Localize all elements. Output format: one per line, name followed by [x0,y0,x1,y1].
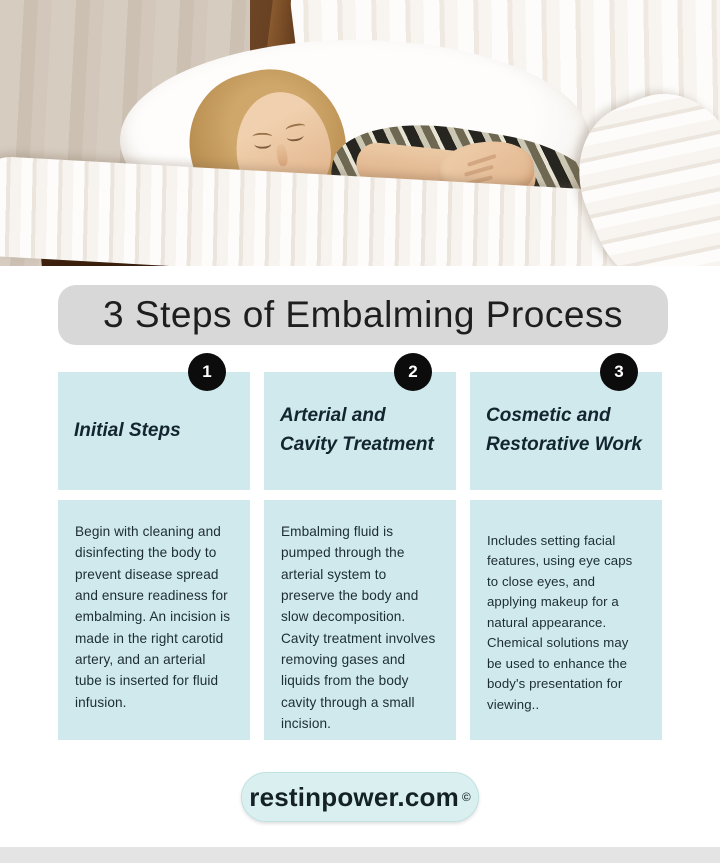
brand-pill[interactable] [241,772,479,822]
copyright-icon: © [461,790,471,804]
step-1-number-badge: 1 [188,353,226,391]
step-3-number-badge: 3 [600,353,638,391]
step-2-body-box [264,500,456,740]
step-2-heading-box [264,372,456,490]
step-1-description: Begin with cleaning and disinfecting the body to prevent disease spread and ensure readiness for embalming. An incision is made in the right carotid artery, and an arterial tube is inserted for fluid infusion. [75,524,231,710]
closed-eye-right [286,130,304,142]
step-3-description: Includes setting facial features, using eye caps to close eyes, and applying makeup for a natural appearance. Chemical solutions may be used to enhance the body's presentation for viewing.. [487,533,633,712]
page-title: 3 Steps of Embalming Process [103,294,623,335]
nose [276,144,289,167]
step-1 [58,353,250,740]
step-3-body-box [470,500,662,740]
step-2-heading: Arterial and Cavity Treatment [280,405,434,455]
steps-grid [58,353,662,740]
closed-eye-left [254,138,271,149]
step-2-description: Embalming fluid is pumped through the arterial system to preserve the body and slow decomposition. Cavity treatment involves removing gases and liquids from the body cavity through a small incision. [281,524,436,731]
step-1-body-box [58,500,250,740]
brand-link[interactable]: restinpower.com [249,781,459,812]
step-1-heading-box [58,372,250,490]
bottom-gray-bar [0,847,720,863]
step-3-heading: Cosmetic and Restorative Work [486,405,642,455]
casket-photo [0,0,720,266]
step-3 [470,353,662,740]
title-banner [58,285,668,345]
step-3-heading-box [470,372,662,490]
step-2-number-badge: 2 [394,353,432,391]
step-2 [264,353,456,740]
step-1-heading: Initial Steps [74,419,181,441]
